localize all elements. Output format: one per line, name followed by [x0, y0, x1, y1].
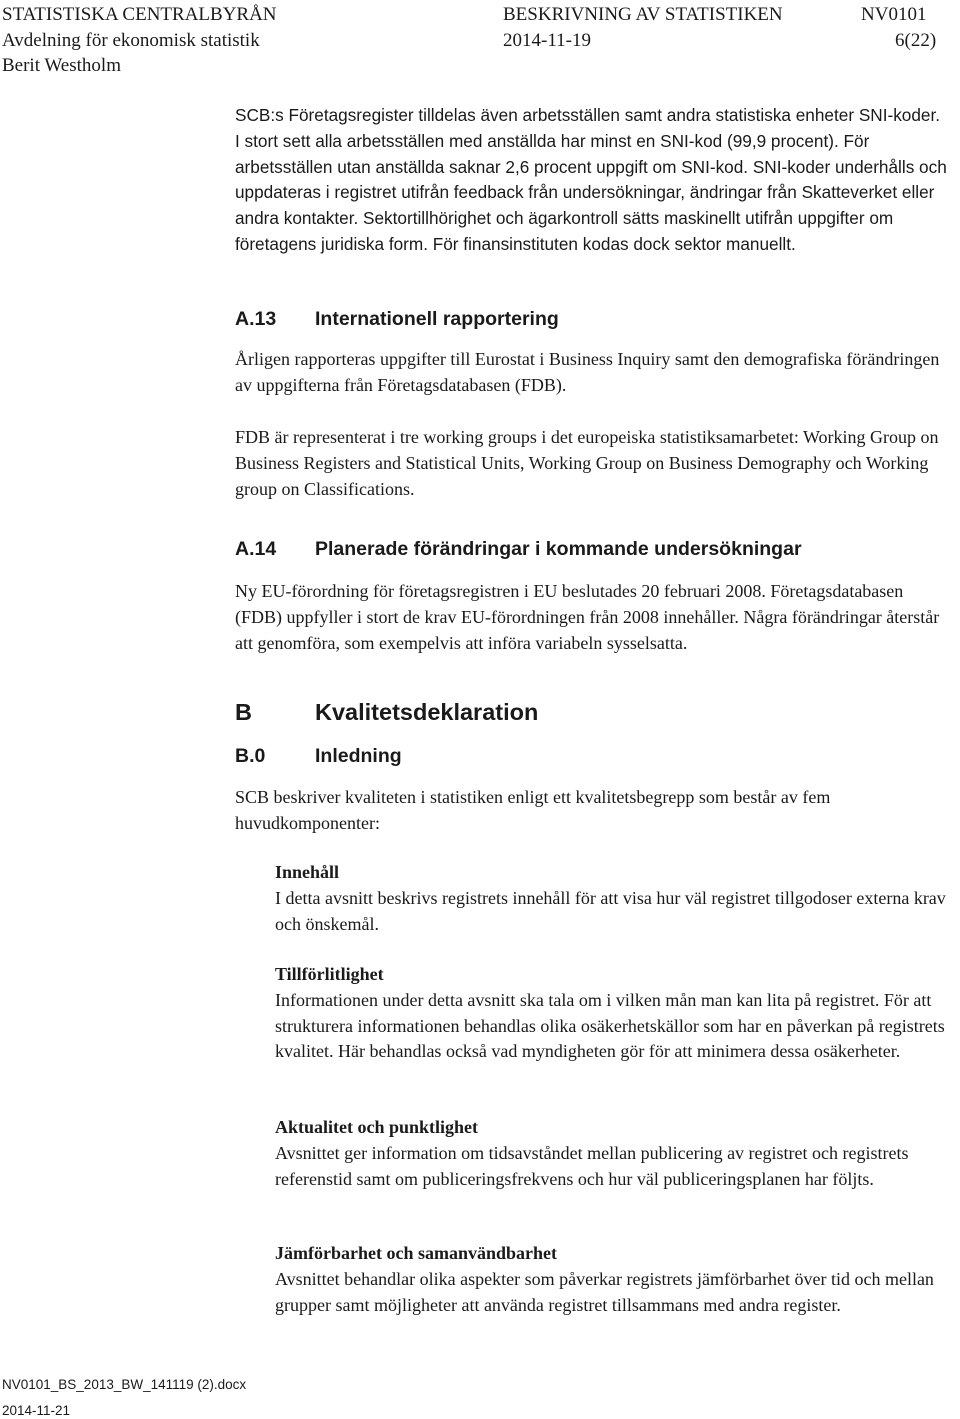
quality-component-text: Informationen under detta avsnitt ska tala om i vilken mån man kan lita på registret. För att strukturera informationen behandlas olika osäkerhetskällor som har en påverkan på registrets kvalitet. Här behandlas också vad myndigheten gör för att minimera dessa osäkerheter. [275, 989, 945, 1062]
section-title-a14: Planerade förändringar i kommande undersökningar [315, 538, 802, 560]
section-number-a13: A.13 [235, 308, 277, 330]
footer-date: 2014-11-21 [2, 1403, 71, 1418]
header-date: 2014-11-19 [503, 30, 591, 51]
b0-paragraph-1: SCB beskriver kvaliteten i statistiken enligt ett kvalitetsbegrepp som består av fem huvudkomponenter: [235, 787, 831, 833]
quality-component-reliability [275, 962, 947, 1065]
section-number-a14: A.14 [235, 538, 277, 560]
quality-component-timeliness [275, 1115, 947, 1192]
quality-component-text: Avsnittet ger information om tidsavståndet mellan publicering av registret och registrets referenstid samt om publiceringsfrekvens och hur väl publiceringsplanen har följts. [275, 1142, 909, 1189]
a14-paragraph-1: Ny EU-förordning för företagsregistren i EU beslutades 20 februari 2008. Företagsdatabasen (FDB) uppfyller i stort de krav EU-förordningen från 2008 innehåller. Några förändringar återstår att genomföra, som exempelvis att införa variabeln sysselsatta. [235, 581, 940, 653]
section-title-b0: Inledning [315, 745, 402, 767]
quality-component-comparability [275, 1241, 947, 1318]
intro-paragraph: SCB:s Företagsregister tilldelas även arbetsställen samt andra statistiska enheter SNI-koder. I stort sett alla arbetsställen med anställda har minst en SNI-kod (99,9 procent). För arbetsställen utan anställda saknar 2,6 procent uppgift om SNI-kod. SNI-koder underhålls och uppdateras i registret utifrån feedback från undersökningar, ändringar från Skatteverket eller andra kontakter. Sektortillhörighet och ägarkontroll sätts maskinellt utifrån uppgifter om företagens juridiska form. För finansinstituten kodas dock sektor manuellt. [235, 105, 947, 254]
chapter-number-b: B [235, 699, 252, 725]
quality-component-title: Innehåll [275, 862, 340, 882]
header-author: Berit Westholm [2, 55, 121, 76]
header-page-number: 6(22) [895, 30, 937, 51]
a13-paragraph-2: FDB är representerat i tre working groups i det europeiska statistiksamarbetet: Working Group on Business Registers and Statistical Units, Working Group on Business Demography och Working group on Classifications. [235, 427, 939, 499]
quality-component-title: Jämförbarhet och samanvändbarhet [275, 1243, 557, 1263]
header-doc-code: NV0101 [861, 4, 927, 25]
header-org: STATISTISKA CENTRALBYRÅN [2, 4, 277, 25]
quality-component-title: Aktualitet och punktlighet [275, 1117, 479, 1137]
quality-component-text: I detta avsnitt beskrivs registrets innehåll för att visa hur väl registret tillgodoser externa krav och önskemål. [275, 887, 946, 934]
header-department: Avdelning för ekonomisk statistik [2, 30, 260, 51]
quality-component-text: Avsnittet behandlar olika aspekter som påverkar registrets jämförbarhet över tid och mellan grupper samt möjligheter att använda registret tillsammans med andra register. [275, 1268, 934, 1315]
section-number-b0: B.0 [235, 745, 266, 767]
a13-paragraph-1: Årligen rapporteras uppgifter till Eurostat i Business Inquiry samt den demografiska förändringen av uppgifterna från Företagsdatabasen (FDB). [235, 349, 940, 395]
footer-filename: NV0101_BS_2013_BW_141119 (2).docx [2, 1377, 247, 1392]
quality-component-title: Tillförlitlighet [275, 964, 384, 984]
chapter-title-b: Kvalitetsdeklaration [315, 699, 539, 725]
section-title-a13: Internationell rapportering [315, 308, 559, 330]
quality-component-content [275, 860, 947, 937]
header-doc-type: BESKRIVNING AV STATISTIKEN [503, 4, 783, 25]
